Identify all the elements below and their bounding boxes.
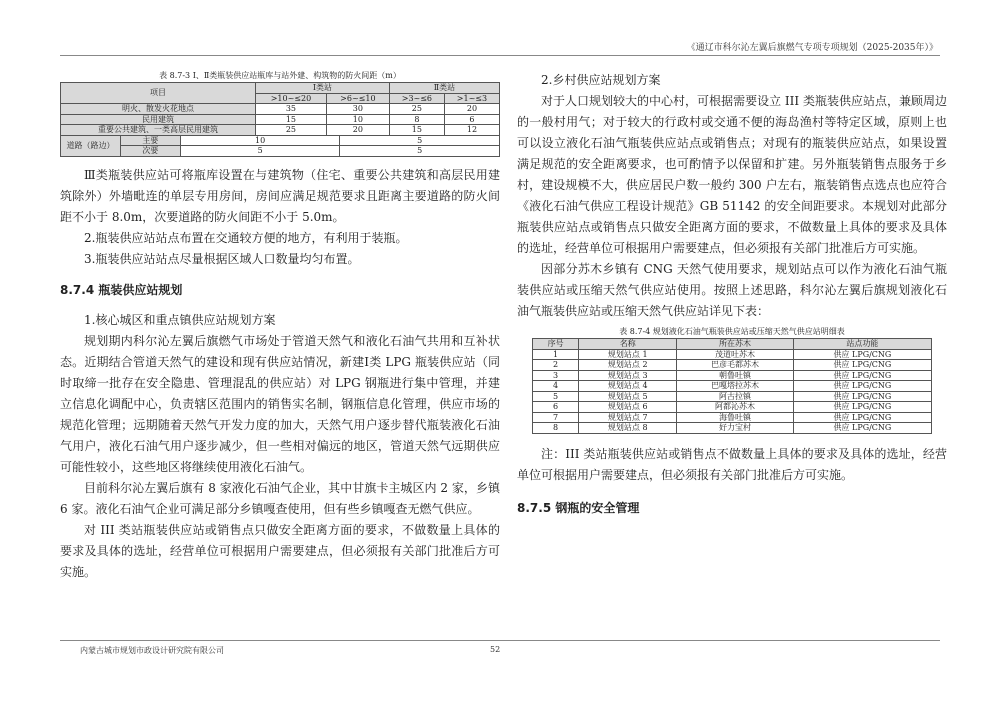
table2-cell: 阿都沁苏木 [677,402,794,413]
table2-cell: 4 [533,381,579,392]
table2-header: 名称 [579,339,677,350]
table1-cell: 10 [326,114,389,125]
table1-cell: 35 [255,104,326,115]
paragraph: Ⅲ类瓶装供应站可将瓶库设置在与建筑物（住宅、重要公共建筑和高层民用建筑除外）外墙毗连的单层专用房间，房间应满足规范要求且距离主要道路的防火间距不小于 8.0m，次要道路的防火间距不小于 5.0m。 [60,167,500,224]
table-row [533,370,932,381]
table2-caption: 表 8.7-4 规划液化石油气瓶装供应站或压缩天然气供应站明细表 [619,327,845,336]
table1-cell: 8 [389,114,444,125]
table1-subheader: >3~≤6 [389,93,444,104]
supply-station-table [532,338,932,434]
right-column [517,70,947,518]
paragraph: 因部分苏木乡镇有 CNG 天然气使用要求，规划站点可以作为液化石油气瓶装供应站或压缩天然气供应站使用。按照上述思路，科尔沁左翼后旗规划液化石油气瓶装供应站或压缩天然气供应站详见下表： [517,262,947,318]
table1-subheader: >1~≤3 [444,93,499,104]
table2-cell: 规划站点 4 [579,381,677,392]
road-distance-table [60,135,500,157]
table-row [533,412,932,423]
table1-road-type: 主要 [120,135,180,146]
table2-cell: 规划站点 1 [579,349,677,360]
table1-road-type: 次要 [120,146,180,157]
table2-cell: 阿古拉镇 [677,391,794,402]
table2-cell: 规划站点 7 [579,412,677,423]
table2-cell: 好力宝村 [677,423,794,434]
section-heading: 8.7.5 钢瓶的安全管理 [517,500,640,515]
table2-cell: 供应 LPG/CNG [793,402,931,413]
sub-heading: 2.乡村供应站规划方案 [541,73,661,87]
table-row [533,381,932,392]
table1-cell: 30 [326,104,389,115]
table2-cell: 供应 LPG/CNG [793,381,931,392]
paragraph: 目前科尔沁左翼后旗有 8 家液化石油气企业，其中甘旗卡主城区内 2 家，乡镇 6 家。液化石油气企业可满足部分乡镇嘎查使用，但有些乡镇嘎查无燃气供应。 [60,480,500,516]
table1-cell: 5 [340,146,500,157]
table2-cell: 茂道吐苏木 [677,349,794,360]
table1-cell: 25 [255,125,326,136]
table2-cell: 供应 LPG/CNG [793,423,931,434]
table2-cell: 朝鲁吐镇 [677,370,794,381]
table-row [61,104,500,115]
table1-cell: 20 [444,104,499,115]
table1-subheader: >6~≤10 [326,93,389,104]
footer-divider [60,640,940,641]
sub-heading: 1.核心城区和重点镇供应站规划方案 [84,312,276,327]
table-row [533,349,932,360]
table1-cell: 10 [180,135,340,146]
table2-cell: 5 [533,391,579,402]
page-number: 52 [490,645,501,654]
table2-header: 序号 [533,339,579,350]
table2-cell: 规划站点 6 [579,402,677,413]
table1-cell: 12 [444,125,499,136]
paragraph: 对 III 类站瓶装供应站或销售点只做安全距离方面的要求，不做数量上具体的要求及具体的选址，经营单位可根据用户需要建点，但必须报有关部门批准后方可实施。 [60,522,500,579]
table2-cell: 2 [533,360,579,371]
table2-cell: 规划站点 3 [579,370,677,381]
header-divider [60,55,940,56]
table2-cell: 供应 LPG/CNG [793,360,931,371]
table2-cell: 巴嘎塔拉苏木 [677,381,794,392]
table-row [533,402,932,413]
table2-cell: 巴彦毛都苏木 [677,360,794,371]
table2-cell: 1 [533,349,579,360]
list-item: 2.瓶装供应站站点布置在交通较方便的地方，有利用于装瓶。 [84,230,408,245]
table2-cell: 海鲁吐镇 [677,412,794,423]
table1-row-label: 民用建筑 [61,114,256,125]
table2-cell: 规划站点 8 [579,423,677,434]
table1-row-label: 重要公共建筑、一类高层民用建筑 [61,125,256,136]
table2-cell: 3 [533,370,579,381]
table-row [533,391,932,402]
left-column [60,70,500,583]
paragraph: 对于人口规划较大的中心村，可根据需要设立 III 类瓶装供应站点，兼顾周边的一般村用气；对于较大的行政村或交通不便的海岛渔村等特定区域，原则上也可以设立液化石油气瓶装供应站点或销售点；对现有的瓶装供应站点，如果设置满足规范的安全距离要求，也可酌情予以保留和扩建。另外瓶装销售点服务于乡村，建设规模不大，供应居民户数一般约 300 户左右，瓶装销售点选点也应符合《液化石油气供应工程设计规范》GB 51142 的安全间距要求。本规划对此部分瓶装供应站点或销售点只做安全距离方面的要求，不做数量上具体的要求及具体的选址，经营单位可根据用户需要建点，但必须报有关部门批准后方可实施。 [517,94,947,255]
table1-header-class2: Ⅱ类站 [389,83,499,94]
table1-header-class1: Ⅰ类站 [255,83,389,94]
table2-header: 所在苏木 [677,339,794,350]
table1-cell: 5 [340,135,500,146]
table1-cell: 6 [444,114,499,125]
section-heading: 8.7.4 瓶装供应站规划 [60,282,183,297]
table1-row-label: 明火、散发火花地点 [61,104,256,115]
table1-road-label: 道路（路边） [61,135,121,156]
table-row [61,125,500,136]
table2-cell: 7 [533,412,579,423]
table-row [61,146,500,157]
table2-cell: 供应 LPG/CNG [793,391,931,402]
table-row [533,423,932,434]
table1-cell: 25 [389,104,444,115]
table2-header: 站点功能 [793,339,931,350]
table2-cell: 供应 LPG/CNG [793,412,931,423]
table2-cell: 6 [533,402,579,413]
table1-cell: 20 [326,125,389,136]
table1-header-project: 项目 [61,83,256,104]
table1-subheader: >10~≤20 [255,93,326,104]
table-row [533,360,932,371]
table-row [61,114,500,125]
paragraph: 规划期内科尔沁左翼后旗燃气市场处于管道天然气和液化石油气共用和互补状态。近期结合管道天然气的建设和现有供应站情况，新建Ⅰ类 LPG 瓶装供应站（同时取缔一批存在安全隐患、管理混乱的供应站）对 LPG 钢瓶进行集中管理，并建立信息化调配中心，负责辖区范围内的销售实名制，钢瓶信息化管理，供应市场的规范化管理；远期随着天然气开发力度的加大，天然气用户逐步替代瓶装液化石油气用户，液化石油气用户逐步减少，但一些相对偏远的地区，管道天然气远期供应可能性较小，这些地区将继续使用液化石油气。 [60,333,500,474]
fire-distance-table [60,82,500,136]
table-row [61,135,500,146]
table1-cell: 5 [180,146,340,157]
table1-cell: 15 [389,125,444,136]
table1-cell: 15 [255,114,326,125]
footer-organization: 内蒙古城市规划市政设计研究院有限公司 [80,646,224,655]
table2-cell: 8 [533,423,579,434]
table2-cell: 供应 LPG/CNG [793,370,931,381]
list-item: 3.瓶装供应站站点尽量根据区域人口数量均匀布置。 [84,251,360,266]
document-header-title: 《通辽市科尔沁左翼后旗燃气专项专项规划（2025-2035年）》 [686,43,938,53]
table2-cell: 供应 LPG/CNG [793,349,931,360]
table1-caption: 表 8.7-3 Ⅰ、Ⅱ类瓶装供应站瓶库与站外建、构筑物的防火间距（m） [159,71,401,80]
table2-cell: 规划站点 2 [579,360,677,371]
table-note: 注：III 类站瓶装供应站或销售点不做数量上具体的要求及具体的选址，经营单位可根据用户需要建点，但必须报有关部门批准后方可实施。 [517,446,947,482]
table2-cell: 规划站点 5 [579,391,677,402]
